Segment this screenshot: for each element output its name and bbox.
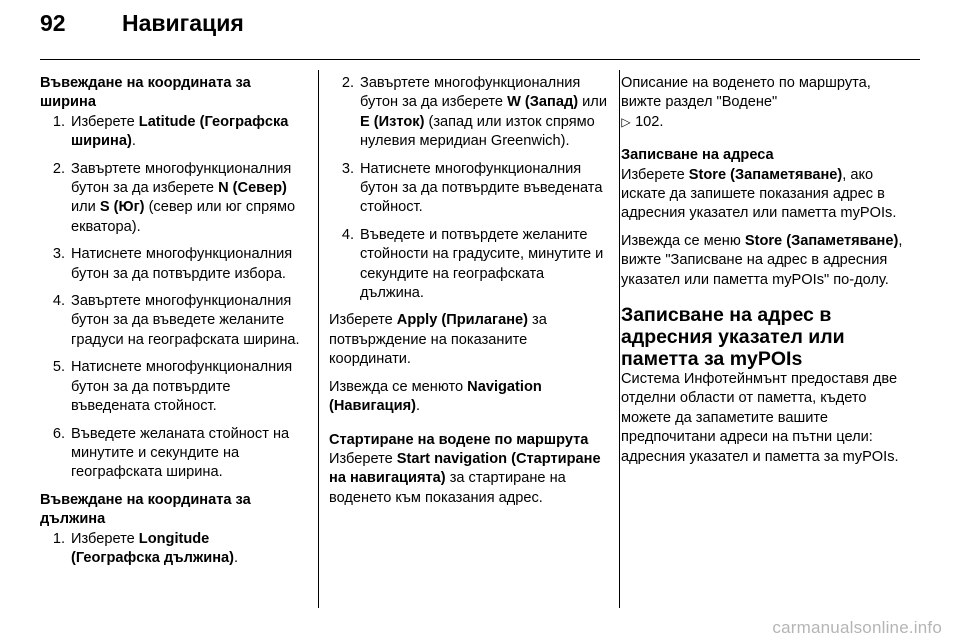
text-run: или <box>578 94 607 111</box>
text-run: или <box>71 199 100 216</box>
latitude-steps <box>40 113 302 483</box>
text-run: Завъртете многофункционалния бутон за да въведете желаните градуси на географската ширина. <box>71 293 300 348</box>
step-text <box>71 160 302 238</box>
step-item <box>329 74 607 152</box>
text-run: Изберете <box>71 113 139 130</box>
text-run: . <box>233 549 239 566</box>
step-item <box>40 160 302 238</box>
bold-term: W (Запад) <box>507 94 579 111</box>
step-item <box>40 113 302 152</box>
step-text <box>71 425 302 483</box>
bold-term: Store (Запаметяване) <box>744 232 899 249</box>
text-run: Извежда се меню <box>621 232 745 249</box>
text-run: Въведете и потвърдете желаните стойности на градусите, минутите и секундите на географската дължина. <box>360 226 604 302</box>
bold-term: N (Север) <box>218 180 287 197</box>
step-number: 1. <box>52 113 65 130</box>
step-item <box>40 425 302 483</box>
text-run: . <box>415 398 421 415</box>
column-divider-1 <box>318 70 319 608</box>
step-item <box>329 226 607 304</box>
navigation-menu-paragraph <box>329 378 607 417</box>
step-number: 3. <box>341 160 354 177</box>
text-run: Изберете <box>329 450 397 467</box>
text-run: Завъртете многофункционалния бутон за да изберете <box>360 75 581 111</box>
step-number: 2. <box>52 160 65 177</box>
step-text <box>71 358 302 416</box>
text-run: (запад или изток спрямо нулевия меридиан Greenwich). <box>360 113 595 150</box>
bold-term: Navigation (Навигация) <box>329 378 542 415</box>
page-reference-arrow-icon: ▷ <box>621 114 631 129</box>
bold-term: Latitude (Географска ширина) <box>71 113 289 150</box>
store-paragraph-1 <box>621 166 911 224</box>
guidance-description-text: Описание на воденето по маршрута, вижте раздел "Водене" <box>621 75 871 111</box>
bold-term: E (Изток) <box>360 113 425 130</box>
text-run: за потвърждение на показаните координати. <box>329 312 547 368</box>
step-number: 1. <box>52 530 65 547</box>
address-book-paragraph: Система Инфотейнмънт предоставя две отделни области от паметта, където можете да запаметите вашите предпочитани адреси на пътни цели: адресния указател и паметта за myPOIs. <box>621 371 899 465</box>
page-header <box>40 10 244 50</box>
apply-paragraph <box>329 311 607 369</box>
bold-term: Apply (Прилагане) <box>396 312 528 329</box>
start-guidance-paragraph <box>329 450 607 508</box>
guidance-description-paragraph <box>621 74 911 132</box>
text-run: Натиснете многофункционалния бутон за да потвърдите въведената стойност. <box>360 160 603 216</box>
step-item <box>329 160 607 218</box>
store-paragraph-2 <box>621 232 911 290</box>
text-run: . <box>131 133 136 150</box>
step-number: 2. <box>341 75 354 91</box>
page-number: 92 <box>40 10 66 36</box>
step-item <box>40 245 302 284</box>
column-1 <box>40 74 302 576</box>
text-run: Натиснете многофункционалния бутон за да потвърдите избора. <box>71 246 293 282</box>
text-run: Въведете желаната стойност на минутите и секундите на географската ширина. <box>71 425 290 481</box>
header-rule <box>40 59 920 60</box>
step-text <box>360 160 607 218</box>
step-item <box>40 358 302 416</box>
start-guidance-heading: Стартиране на водене по маршрута <box>329 431 589 448</box>
step-text <box>71 245 302 284</box>
step-number: 4. <box>52 293 65 310</box>
longitude-steps <box>40 530 302 569</box>
column-3 <box>621 74 911 475</box>
address-book-heading: Записване на адрес в адресния указател или паметта за myPOIs <box>621 304 845 371</box>
column-divider-2 <box>619 70 620 608</box>
step-text <box>71 113 302 152</box>
step-item <box>40 292 302 350</box>
text-run: , вижте "Записване на адрес в адресния указател или паметта myPOIs" по-долу. <box>621 232 903 288</box>
text-run: Изберете <box>71 530 139 547</box>
text-run: Извежда се менюто <box>329 378 468 395</box>
text-run: Изберете <box>621 166 689 183</box>
text-run: за стартиране на воденето към показания адрес. <box>329 470 566 506</box>
text-run: Изберете <box>329 312 397 329</box>
step-item <box>40 530 302 569</box>
step-number: 3. <box>52 246 65 263</box>
longitude-heading: Въвеждане на координата за дължина <box>40 491 251 528</box>
step-text <box>360 226 607 304</box>
text-run: Завъртете многофункционалния бутон за да изберете <box>71 160 292 197</box>
page-title: Навигация <box>122 10 244 36</box>
text-run: , ако искате да запишете показания адрес в адресния указател или паметта myPOIs. <box>621 166 897 222</box>
bold-term: Longitude (Географска дължина) <box>71 530 234 566</box>
step-text <box>360 74 607 152</box>
longitude-steps-continued <box>329 74 607 303</box>
latitude-heading: Въвеждане на координата за ширина <box>40 75 251 111</box>
store-address-heading: Записване на адреса <box>621 147 774 164</box>
bold-term: Start navigation (Стартиране на навигацията) <box>329 450 601 487</box>
step-number: 5. <box>52 359 65 376</box>
step-text <box>71 292 302 350</box>
column-2 <box>329 74 607 516</box>
step-number: 6. <box>52 425 65 442</box>
bold-term: Store (Запаметяване) <box>688 166 843 183</box>
step-text <box>71 530 302 569</box>
text-run: Натиснете многофункционалния бутон за да потвърдите въведената стойност. <box>71 359 293 415</box>
watermark: carmanualsonline.info <box>772 618 942 637</box>
step-number: 4. <box>341 226 354 243</box>
page-reference: 102. <box>635 113 664 130</box>
bold-term: S (Юг) <box>99 199 145 216</box>
text-run: (север или юг спрямо екватора). <box>71 199 296 235</box>
